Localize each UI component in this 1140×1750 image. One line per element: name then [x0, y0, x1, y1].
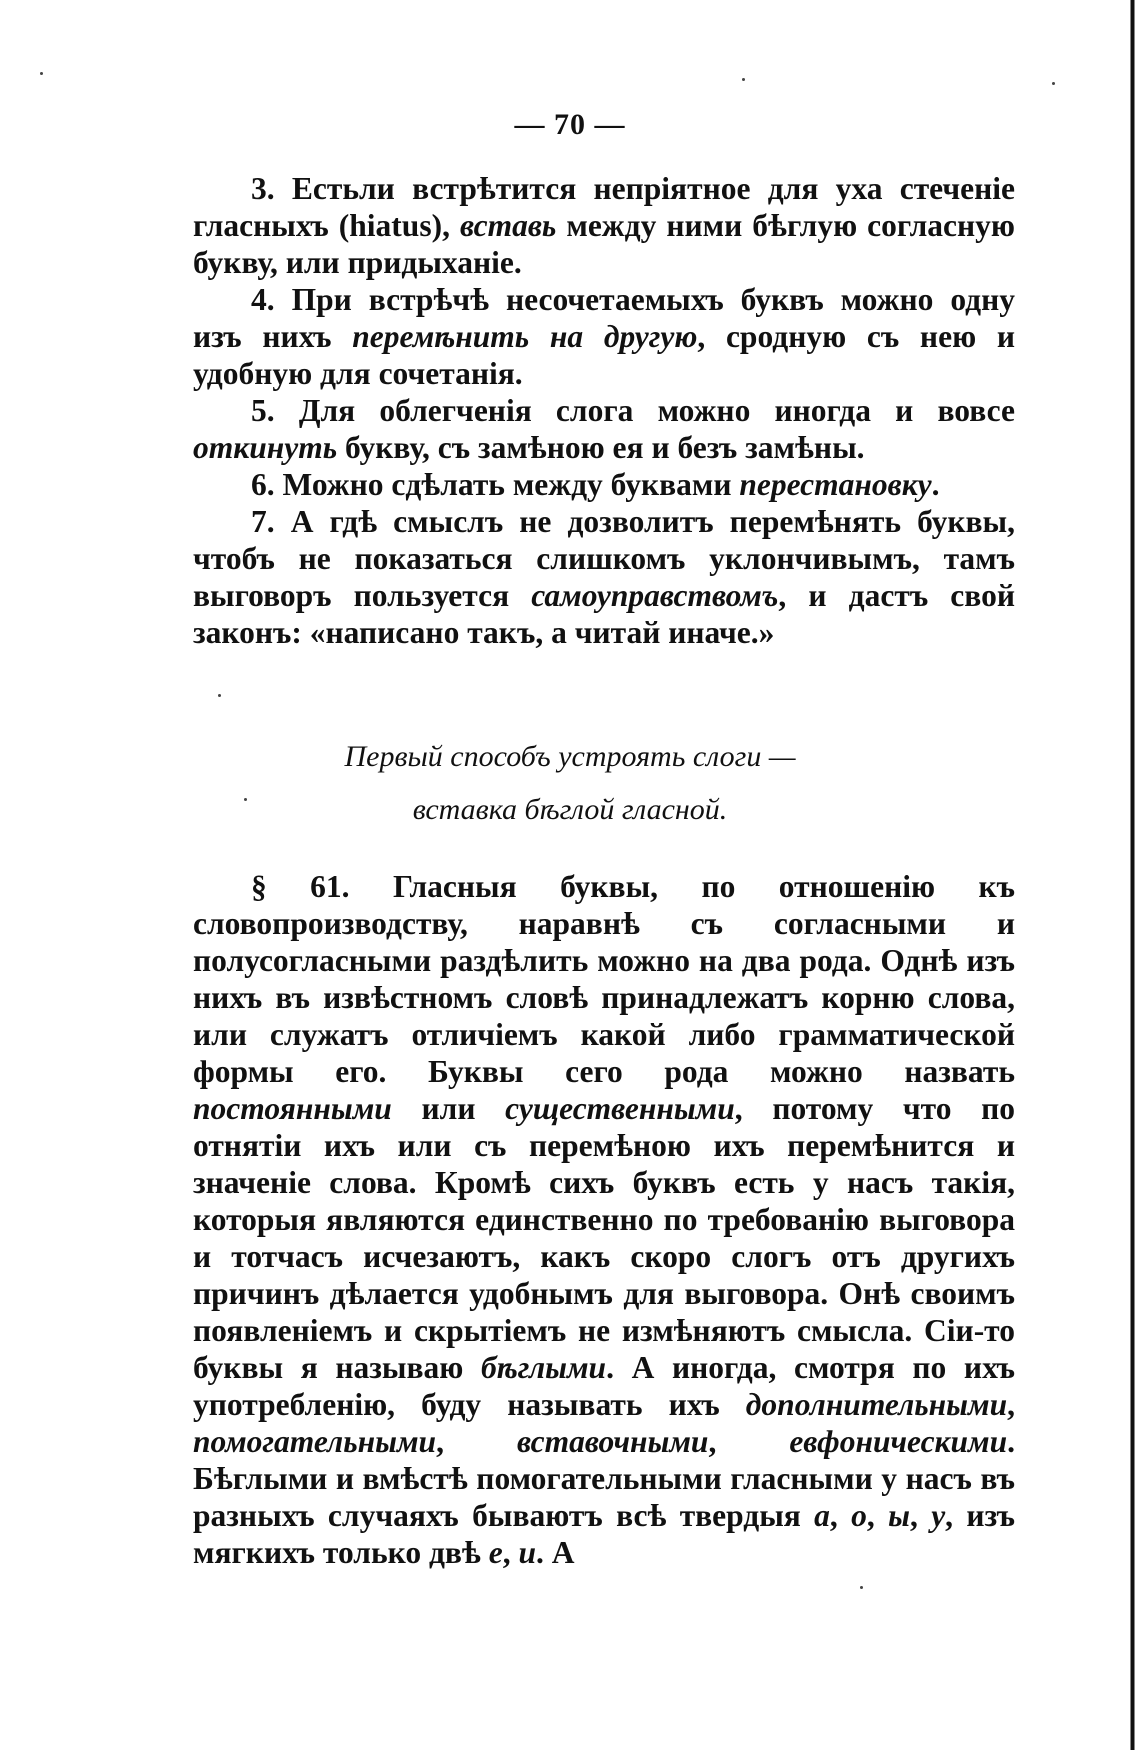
- rule-paragraph: [193, 392, 1015, 466]
- text-run: ,: [1007, 1387, 1015, 1422]
- italic-term: у: [931, 1498, 946, 1533]
- print-speck: [218, 694, 221, 697]
- rule-paragraph: [193, 170, 1015, 281]
- italic-term: а: [814, 1498, 830, 1533]
- italic-term: о: [851, 1498, 867, 1533]
- text-run: Естьли встрѣтится непріятное для уха стеченіе гласныхъ (hiatus),: [193, 171, 1015, 243]
- rule-number: 5.: [251, 393, 299, 428]
- rule-paragraph: [193, 466, 1015, 503]
- text-run: , и дастъ свой законъ: «написано такъ, а читай иначе.»: [193, 578, 1015, 650]
- text-run: ,: [502, 1535, 519, 1570]
- text-run: ,: [866, 1498, 889, 1533]
- text-run: букву, съ замѣною ея и безъ замѣны.: [337, 430, 865, 465]
- rule-number: 4.: [251, 282, 292, 317]
- italic-term: ы: [888, 1498, 910, 1533]
- italic-term: вставочными: [516, 1424, 709, 1459]
- page-edge-rule: [1122, 0, 1140, 1750]
- italic-term: вставь: [459, 208, 557, 243]
- text-run: А гдѣ смыслъ не дозволитъ перемѣнять буквы, чтобъ не показаться слишкомъ уклончивымъ, тамъ выговоръ пользуется: [193, 504, 1015, 613]
- rule-paragraph: [193, 503, 1015, 651]
- print-speck: [40, 72, 43, 75]
- italic-term: бѣглыми: [481, 1350, 607, 1385]
- text-run: Гласныя буквы, по отношенію къ словопроизводству, наравнѣ съ согласными и полусогласными раздѣлить можно на два рода. Однѣ изъ нихъ въ извѣстномъ словѣ принадлежатъ корню слова, или служатъ отличіемъ какой либо грамматической формы его. Буквы сего рода можно назвать: [193, 869, 1015, 1089]
- italic-term: евфоническими: [789, 1424, 1008, 1459]
- print-speck: [860, 1586, 863, 1589]
- text-run: Можно сдѣлать между буквами: [282, 467, 740, 502]
- print-speck: [742, 78, 745, 81]
- text-run: , сродную съ нею и удобную для сочетанія.: [193, 319, 1015, 391]
- italic-term: существенными: [505, 1091, 735, 1126]
- text-run: ,: [829, 1498, 852, 1533]
- italic-term: и: [518, 1535, 536, 1570]
- text-run: . Бѣглыми и вмѣстѣ помогательными гласными у насъ въ разныхъ случаяхъ бываютъ всѣ твердыя: [193, 1424, 1016, 1533]
- section-heading-line-1: Первый способъ устроять слоги —: [344, 740, 796, 773]
- rule-number: 7.: [251, 504, 291, 539]
- italic-term: перемѣнить на другую: [352, 319, 698, 354]
- text-run: ,: [436, 1424, 517, 1459]
- page-number: — 70 —: [514, 108, 626, 141]
- section-heading-line-2: вставка бѣглой гласной.: [412, 793, 728, 826]
- italic-term: постоянными: [193, 1091, 392, 1126]
- section-number: § 61.: [251, 869, 350, 904]
- text-run: .: [931, 467, 940, 502]
- section-paragraph-block: [193, 868, 1015, 1571]
- numbered-rules: [193, 170, 1015, 651]
- italic-term: самоуправствомъ: [531, 578, 779, 613]
- text-run: . А иногда, смотря по ихъ употребленію, буду называть ихъ: [193, 1350, 1015, 1422]
- text-run: , потому что по отнятіи ихъ или съ перемѣною ихъ перемѣнится и значеніе слова. Кромѣ сихъ буквъ есть у насъ такія, которыя являются единственно по требованію выговора и тотчасъ исчезаютъ, какъ скоро слогъ отъ другихъ причинъ дѣлается удобнымъ для выговора. Онѣ своимъ появленіемъ и скрытіемъ не измѣняютъ смысла. Сіи-то буквы я называю: [193, 1091, 1015, 1385]
- italic-term: дополнительными: [745, 1387, 1008, 1422]
- text-run: При встрѣчѣ несочетаемыхъ буквъ можно одну изъ нихъ: [193, 282, 1015, 354]
- rule-number: 6.: [251, 467, 283, 502]
- rule-paragraph: [193, 281, 1015, 392]
- text-run: Для облегченія слога можно иногда и вовсе: [298, 393, 1016, 428]
- text-run: ,: [909, 1498, 932, 1533]
- italic-term: перестановку: [739, 467, 932, 502]
- text-run: ,: [708, 1424, 790, 1459]
- text-run: , изъ мягкихъ только двѣ: [193, 1498, 1016, 1570]
- italic-term: е: [488, 1535, 503, 1570]
- text-run: между ними бѣглую согласную букву, или придыханіе.: [193, 208, 1015, 280]
- italic-term: откинуть: [193, 430, 338, 465]
- italic-term: помогательными: [193, 1424, 437, 1459]
- rule-number: 3.: [251, 171, 292, 206]
- print-speck: [1052, 82, 1055, 85]
- text-run: или: [391, 1091, 506, 1126]
- text-run: . А: [535, 1535, 575, 1570]
- section-paragraph: [193, 868, 1015, 1571]
